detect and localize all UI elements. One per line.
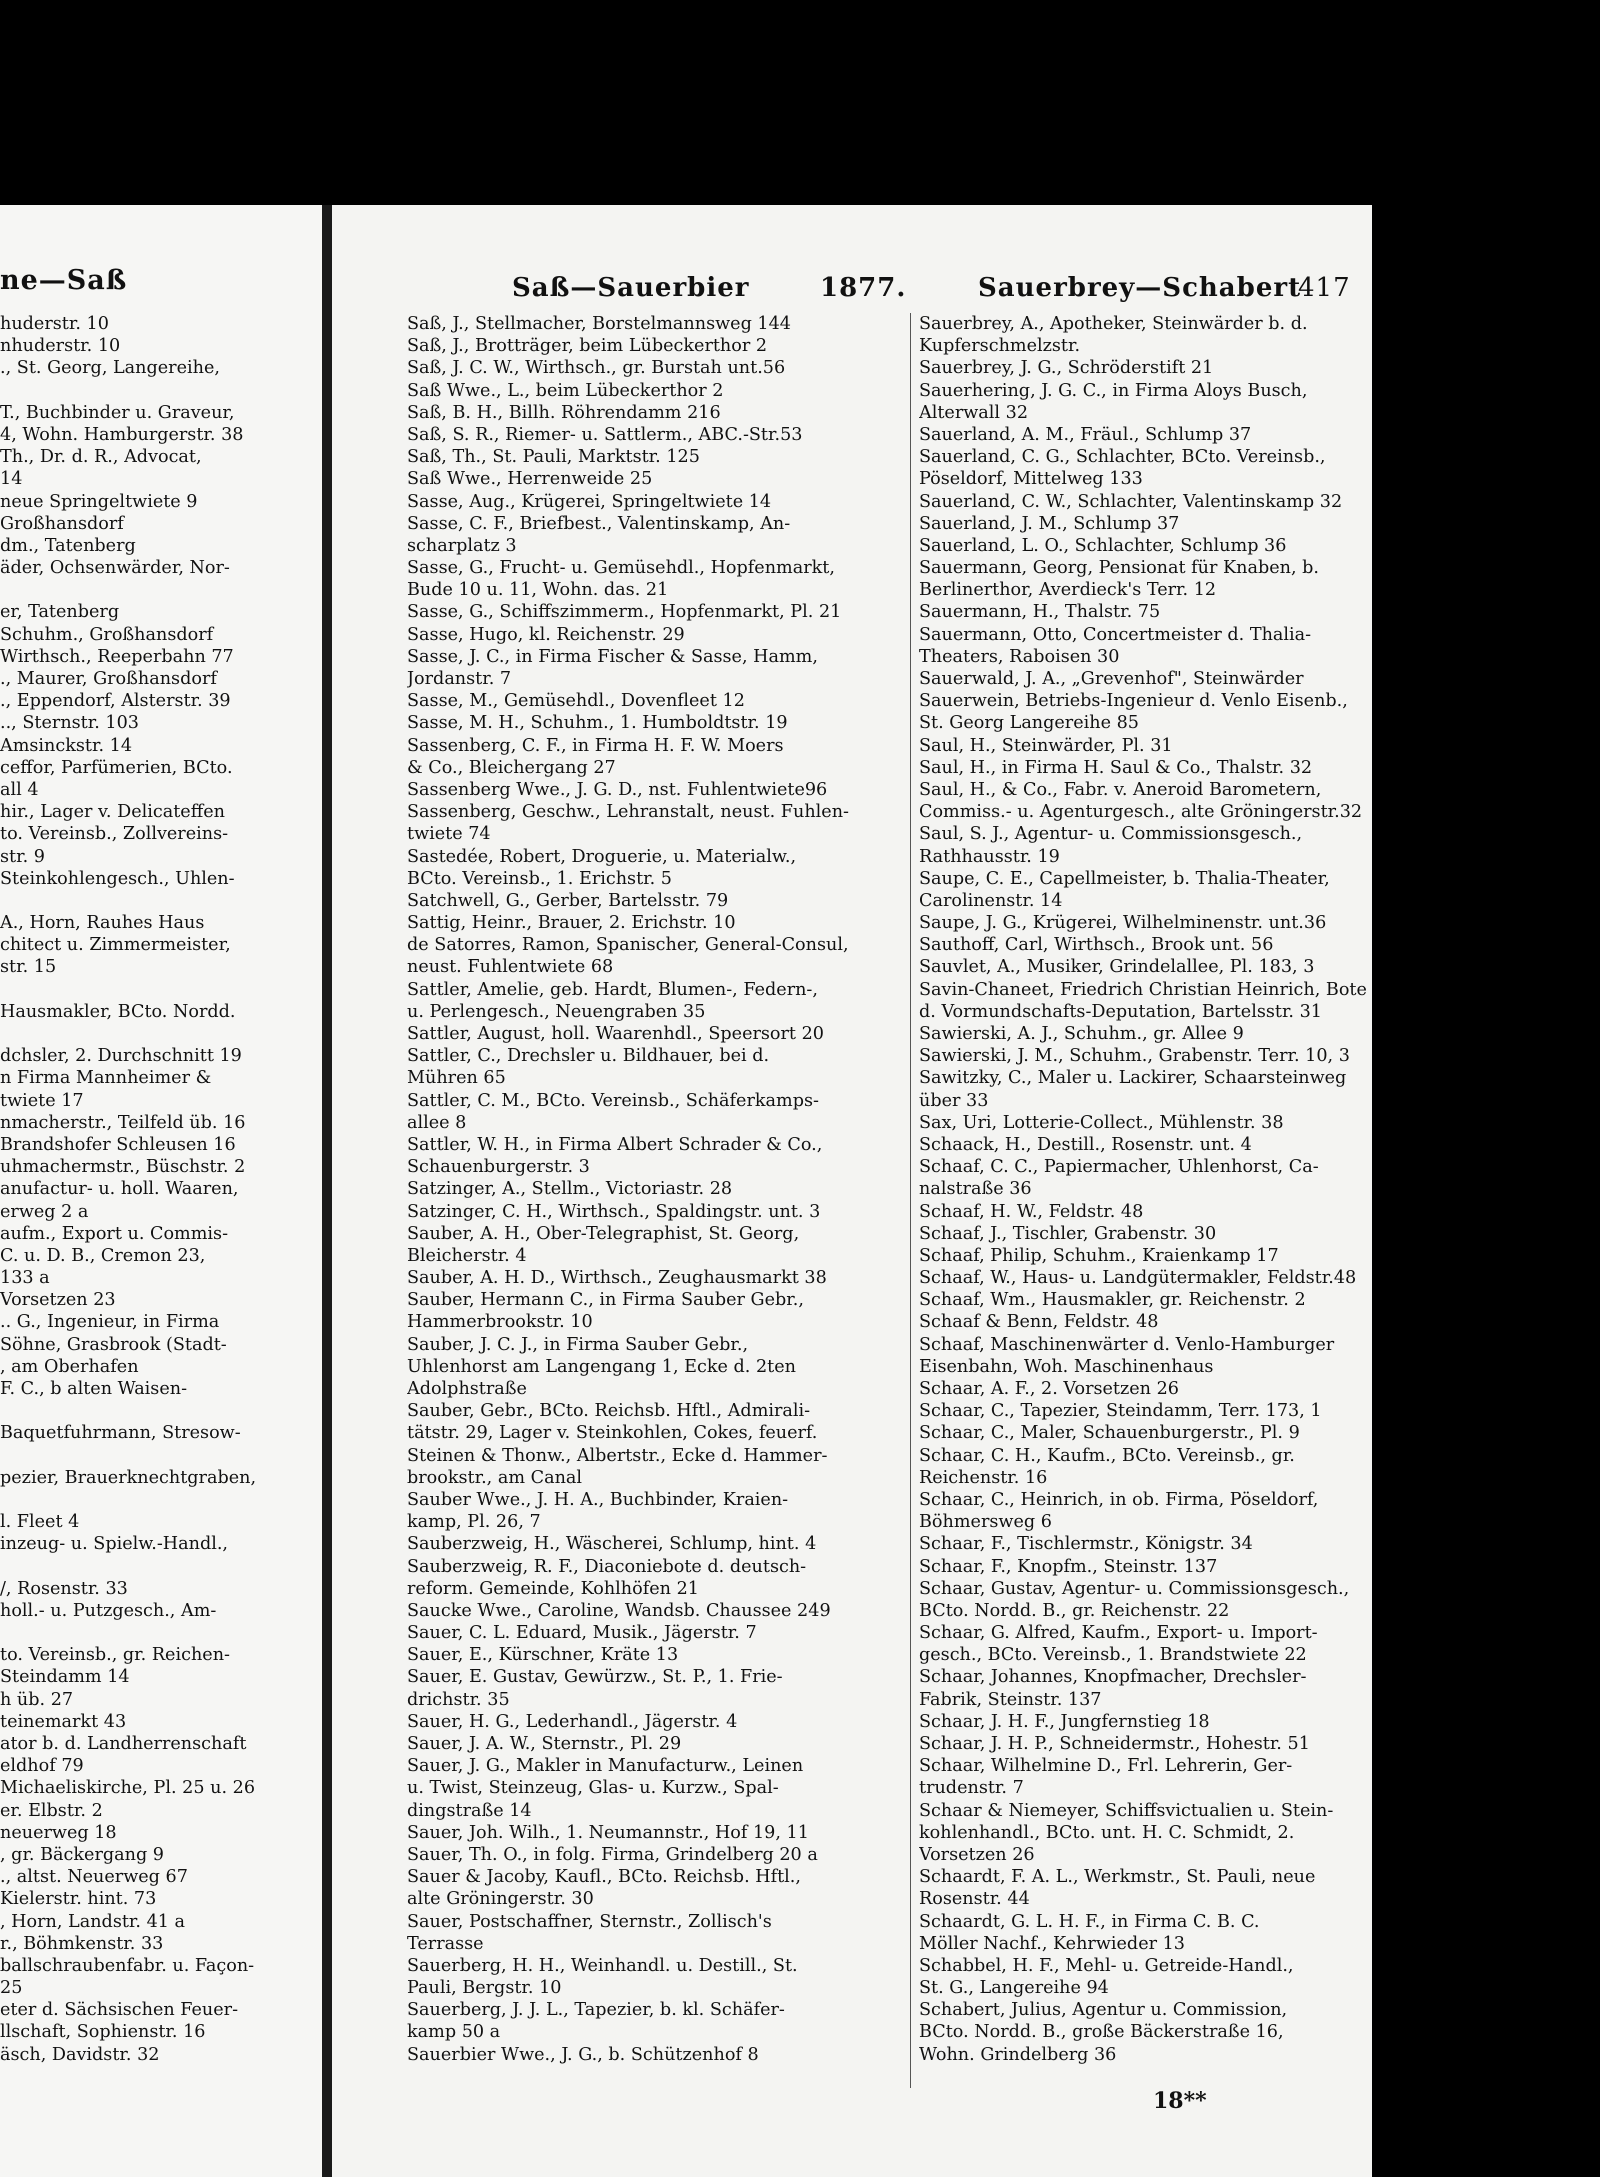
directory-entry-line: Schaar, Wilhelmine D., Frl. Lehrerin, Ger- xyxy=(919,1756,1293,1777)
directory-entry-line: dm., Tatenberg xyxy=(0,535,136,556)
directory-entry-line: Jordanstr. 7 xyxy=(407,669,512,689)
directory-entry-line: Adolphstraße xyxy=(407,1379,527,1399)
directory-entry-line: Sauer, J. G., Makler in Manufacturw., Leinen xyxy=(407,1756,804,1777)
directory-entry-line: Th., Dr. d. R., Advocat, xyxy=(0,447,202,468)
directory-entry-line: teinemarkt 43 xyxy=(0,1711,127,1732)
directory-entry-line: Sauerland, C. G., Schlachter, BCto. Vereinsb., xyxy=(919,447,1326,468)
directory-entry-line: Hammerbrookstr. 10 xyxy=(407,1312,593,1333)
directory-entry-line: Sauerland, L. O., Schlachter, Schlump 36 xyxy=(919,535,1287,556)
directory-entry-line: ., St. Georg, Langereihe, xyxy=(0,358,220,379)
directory-entry-line: St. G., Langereihe 94 xyxy=(919,1978,1109,1999)
running-header xyxy=(332,273,1372,309)
directory-entry-line: , am Oberhafen xyxy=(0,1356,139,1377)
directory-entry-line: Schaardt, F. A. L., Werkmstr., St. Pauli, neue xyxy=(919,1867,1316,1888)
directory-entry-line: nalstraße 36 xyxy=(919,1179,1032,1200)
page-number: 417 xyxy=(1298,273,1351,303)
directory-entry-line: Mühren 65 xyxy=(407,1068,506,1089)
directory-entry-line: Sawierski, J. M., Schuhm., Grabenstr. Terr. 10, 3 xyxy=(919,1046,1350,1067)
directory-entry-line: Saß Wwe., L., beim Lübeckerthor 2 xyxy=(407,380,724,401)
directory-entry-line: Sauermann, H., Thalstr. 75 xyxy=(919,602,1161,623)
directory-entry-line: gesch., BCto. Vereinsb., 1. Brandstwiete 22 xyxy=(919,1645,1307,1666)
directory-entry-line: ., Eppendorf, Alsterstr. 39 xyxy=(0,691,231,712)
directory-entry-line: A., Horn, Rauhes Haus xyxy=(0,913,205,934)
directory-entry-line: T., Buchbinder u. Graveur, xyxy=(0,402,235,423)
directory-entry-line: Wirthsch., Reeperbahn 77 xyxy=(0,646,234,667)
directory-entry-line: Sauerberg, J. J. L., Tapezier, b. kl. Schäfer- xyxy=(407,2000,785,2021)
directory-entry-line: Sauer & Jacoby, Kaufl., BCto. Reichsb. Hftl., xyxy=(407,1867,801,1888)
directory-entry-line: Sattler, C. M., BCto. Vereinsb., Schäferkamps- xyxy=(407,1090,819,1111)
directory-entry-line: Sauerhering, J. G. C., in Firma Aloys Busch, xyxy=(919,380,1308,401)
directory-entry-line: Schaardt, G. L. H. F., in Firma C. B. C. xyxy=(919,1911,1260,1932)
directory-entry-line: Saul, S. J., Agentur- u. Commissionsgesch., xyxy=(919,824,1303,845)
directory-entry-line: Schaaf & Benn, Feldstr. 48 xyxy=(919,1312,1159,1333)
directory-entry-line: Saß, Th., St. Pauli, Marktstr. 125 xyxy=(407,447,700,468)
directory-entry-line: twiete 74 xyxy=(407,824,491,845)
directory-entry-line: Sauerbier Wwe., J. G., b. Schützenhof 8 xyxy=(407,2044,759,2065)
directory-entry-line: Schauenburgerstr. 3 xyxy=(407,1157,590,1178)
directory-entry-line: Schaar, G. Alfred, Kaufm., Export- u. Import- xyxy=(919,1623,1318,1644)
directory-entry-line: ceffor, Parfümerien, BCto. xyxy=(0,757,233,778)
directory-entry-line: , gr. Bäckergang 9 xyxy=(0,1844,164,1865)
directory-entry-line: Sauerland, J. M., Schlump 37 xyxy=(919,513,1180,534)
directory-entry-line: allee 8 xyxy=(407,1112,467,1133)
directory-entry-line: St. Georg Langereihe 85 xyxy=(919,713,1139,734)
directory-entry-line: d. Vormundschafts-Deputation, Bartelsstr. 31 xyxy=(919,1001,1322,1022)
directory-entry-line xyxy=(0,579,322,601)
directory-entry-line: Sauerbrey, A., Apotheker, Steinwärder b. d. xyxy=(919,314,1308,334)
directory-entry-line: l. Fleet 4 xyxy=(0,1512,80,1533)
directory-entry-line: Schaack, H., Destill., Rosenstr. unt. 4 xyxy=(919,1134,1252,1155)
directory-entry-line: neust. Fuhlentwiete 68 xyxy=(407,957,614,978)
directory-entry-line: Sauer, Postschaffner, Sternstr., Zollisch's xyxy=(407,1911,772,1932)
directory-entry-line: llschaft, Sophienstr. 16 xyxy=(0,2022,206,2043)
directory-entry-line: BCto. Vereinsb., 1. Erichstr. 5 xyxy=(407,868,673,889)
directory-entry-line: kamp 50 a xyxy=(407,2022,501,2043)
directory-entry-line: , Horn, Landstr. 41 a xyxy=(0,1911,186,1932)
column-b xyxy=(919,313,1371,2066)
directory-entry-line: Sassenberg Wwe., J. G. D., nst. Fuhlentwiete96 xyxy=(407,779,828,800)
directory-entry-line: 25 xyxy=(0,1978,23,1999)
directory-entry-line: Sauberzweig, R. F., Diaconiebote d. deutsch- xyxy=(407,1556,807,1577)
directory-entry-line: Schabbel, H. F., Mehl- u. Getreide-Handl., xyxy=(919,1955,1294,1976)
directory-entry-line: Sauermann, Georg, Pensionat für Knaben, b. xyxy=(919,558,1320,579)
directory-entry-line: chitect u. Zimmermeister, xyxy=(0,935,231,956)
directory-entry-line: Sauerwald, J. A., „Grevenhof", Steinwärder xyxy=(919,669,1304,689)
directory-entry-line: Sasse, Aug., Krügerei, Springeltwiete 14 xyxy=(407,491,772,512)
directory-entry-line: uhmachermstr., Büschstr. 2 xyxy=(0,1157,246,1178)
directory-entry-line: Schaaf, Philip, Schuhm., Kraienkamp 17 xyxy=(919,1245,1279,1266)
directory-entry-line: all 4 xyxy=(0,779,39,800)
book-gutter xyxy=(322,205,332,2177)
column-a xyxy=(407,313,902,2066)
directory-entry-line: Sauber, J. C. J., in Firma Sauber Gebr., xyxy=(407,1334,749,1355)
directory-entry-line: er. Elbstr. 2 xyxy=(0,1800,103,1821)
directory-entry-line: er, Tatenberg xyxy=(0,602,120,623)
directory-entry-line: Sauthoff, Carl, Wirthsch., Brook unt. 56 xyxy=(919,935,1274,956)
directory-entry-line: scharplatz 3 xyxy=(407,535,517,556)
directory-entry-line: n Firma Mannheimer & xyxy=(0,1068,212,1089)
directory-entry-line: Berlinerthor, Averdieck's Terr. 12 xyxy=(919,580,1217,601)
header-year: 1877. xyxy=(820,273,907,303)
directory-entry-line: aufm., Export u. Commis- xyxy=(0,1223,229,1244)
directory-entry-line: Sasse, Hugo, kl. Reichenstr. 29 xyxy=(407,624,685,645)
directory-entry-line: .., Sternstr. 103 xyxy=(0,713,139,734)
directory-entry-line: Sasse, C. F., Briefbest., Valentinskamp, An- xyxy=(407,513,791,534)
left-page-column xyxy=(0,313,322,2066)
directory-entry-line: alte Gröningerstr. 30 xyxy=(407,1889,594,1910)
directory-entry-line: Sattler, W. H., in Firma Albert Schrader & Co., xyxy=(407,1134,823,1155)
directory-entry-line: Sauerwein, Betriebs-Ingenieur d. Venlo Eisenb., xyxy=(919,691,1348,712)
directory-entry-line: Schaar, C. H., Kaufm., BCto. Vereinsb., gr. xyxy=(919,1445,1295,1466)
directory-entry-line: inzeug- u. Spielw.-Handl., xyxy=(0,1534,229,1555)
directory-entry-line: Sasse, M. H., Schuhm., 1. Humboldtstr. 19 xyxy=(407,713,788,734)
directory-entry-line: huderstr. 10 xyxy=(0,314,109,334)
directory-entry-line: Großhansdorf xyxy=(0,513,124,534)
directory-entry-line: 4, Wohn. Hamburgerstr. 38 xyxy=(0,424,244,445)
directory-entry-line: Sauvlet, A., Musiker, Grindelallee, Pl. 183, 3 xyxy=(919,957,1315,978)
directory-entry-line: de Satorres, Ramon, Spanischer, General-Consul, xyxy=(407,935,849,956)
directory-entry-line: Brandshofer Schleusen 16 xyxy=(0,1134,236,1155)
directory-entry-line: äder, Ochsenwärder, Nor- xyxy=(0,558,230,579)
directory-entry-line: Sauber, Hermann C., in Firma Sauber Gebr., xyxy=(407,1290,804,1311)
directory-entry-line: Schaaf, H. W., Feldstr. 48 xyxy=(919,1201,1144,1222)
directory-entry-line: F. C., b alten Waisen- xyxy=(0,1379,188,1399)
directory-entry-line: Steinen & Thonw., Albertstr., Ecke d. Hammer- xyxy=(407,1445,828,1466)
directory-entry-line: Schaar, C., Heinrich, in ob. Firma, Pöseldorf, xyxy=(919,1489,1319,1510)
directory-entry-line: trudenstr. 7 xyxy=(919,1778,1024,1799)
directory-entry-line: Schuhm., Großhansdorf xyxy=(0,624,214,645)
directory-entry-line: Baquetfuhrmann, Stresow- xyxy=(0,1423,241,1444)
directory-entry-line: & Co., Bleichergang 27 xyxy=(407,757,616,778)
directory-entry-line xyxy=(0,1400,322,1422)
directory-entry-line: Amsinckstr. 14 xyxy=(0,735,133,756)
directory-entry-line: Satzinger, A., Stellm., Victoriastr. 28 xyxy=(407,1179,733,1200)
directory-entry-line: pezier, Brauerknechtgraben, xyxy=(0,1467,257,1488)
directory-entry-line: Sawitzky, C., Maler u. Lackirer, Schaarsteinweg xyxy=(919,1068,1347,1089)
header-right: Sauerbrey—Schabert xyxy=(978,273,1302,303)
directory-entry-line: Schaaf, Wm., Hausmakler, gr. Reichenstr. 2 xyxy=(919,1290,1306,1311)
directory-entry-line: Sauer, E. Gustav, Gewürzw., St. P., 1. Frie- xyxy=(407,1667,783,1688)
right-page xyxy=(332,205,1372,2177)
directory-entry-line: Alterwall 32 xyxy=(919,402,1029,423)
directory-entry-line: Sauber, A. H., Ober-Telegraphist, St. Georg, xyxy=(407,1223,800,1244)
directory-entry-line: ator b. d. Landherrenschaft xyxy=(0,1734,247,1754)
directory-entry-line: Saul, H., & Co., Fabr. v. Aneroid Barometern, xyxy=(919,779,1322,800)
directory-entry-line: Vorsetzen 23 xyxy=(0,1290,116,1311)
directory-entry-line: Steinkohlengesch., Uhlen- xyxy=(0,868,235,889)
directory-entry-line xyxy=(0,890,322,912)
directory-entry-line: Wohn. Grindelberg 36 xyxy=(919,2044,1117,2065)
directory-entry-line: Sasse, J. C., in Firma Fischer & Sasse, Hamm, xyxy=(407,646,818,667)
directory-entry-line: Kupferschmelzstr. xyxy=(919,336,1081,357)
directory-entry-line: Commiss.- u. Agenturgesch., alte Gröningerstr.32 xyxy=(919,802,1363,823)
directory-entry-line: Schaar, Johannes, Knopfmacher, Drechsler- xyxy=(919,1667,1307,1688)
directory-entry-line: Vorsetzen 26 xyxy=(919,1844,1035,1865)
directory-entry-line: hir., Lager v. Delicateffen xyxy=(0,802,225,823)
directory-entry-line: Pauli, Bergstr. 10 xyxy=(407,1978,562,1999)
directory-entry-line: Schaar, C., Tapezier, Steindamm, Terr. 173, 1 xyxy=(919,1401,1322,1422)
directory-entry-line: Rosenstr. 44 xyxy=(919,1889,1030,1910)
directory-entry-line: Schaar, Gustav, Agentur- u. Commissionsgesch., xyxy=(919,1578,1350,1599)
directory-entry-line: Schaaf, Maschinenwärter d. Venlo-Hamburger xyxy=(919,1334,1335,1355)
directory-entry-line: ., altst. Neuerweg 67 xyxy=(0,1867,188,1888)
directory-entry-line: holl.- u. Putzgesch., Am- xyxy=(0,1600,217,1621)
directory-entry-line: Sauer, H. G., Lederhandl., Jägerstr. 4 xyxy=(407,1711,738,1732)
directory-entry-line: Sasse, M., Gemüsehdl., Dovenfleet 12 xyxy=(407,691,745,712)
signature-mark: 18** xyxy=(1153,2088,1207,2114)
directory-entry-line: Sattler, C., Drechsler u. Bildhauer, bei d. xyxy=(407,1046,770,1067)
directory-entry-line: Sauerberg, H. H., Weinhandl. u. Destill., St. xyxy=(407,1955,798,1976)
directory-entry-line: Söhne, Grasbrook (Stadt- xyxy=(0,1334,227,1355)
directory-entry-line: Sattler, Amelie, geb. Hardt, Blumen-, Federn-, xyxy=(407,979,818,1000)
directory-entry-line xyxy=(0,1556,322,1578)
directory-entry-line xyxy=(0,380,322,402)
directory-entry-line: Schaar, J. H. P., Schneidermstr., Hohestr. 51 xyxy=(919,1734,1310,1754)
directory-entry-line: Saß Wwe., Herrenweide 25 xyxy=(407,469,653,490)
directory-entry-line: tätstr. 29, Lager v. Steinkohlen, Cokes, feuerf. xyxy=(407,1423,818,1444)
directory-entry-line: Sauberzweig, H., Wäscherei, Schlump, hint. 4 xyxy=(407,1534,817,1555)
directory-entry-line: Sauer, J. A. W., Sternstr., Pl. 29 xyxy=(407,1734,682,1754)
directory-entry-line: ., Maurer, Großhansdorf xyxy=(0,669,217,689)
directory-entry-line: Böhmersweg 6 xyxy=(919,1512,1052,1533)
directory-entry-line xyxy=(0,1622,322,1644)
left-page xyxy=(0,205,322,2177)
directory-entry-line: Eisenbahn, Woh. Maschinenhaus xyxy=(919,1356,1214,1377)
directory-entry-line: äsch, Davidstr. 32 xyxy=(0,2044,160,2065)
directory-entry-line: eter d. Sächsischen Feuer- xyxy=(0,2000,239,2021)
column-divider xyxy=(910,313,911,2088)
directory-entry-line: Schaaf, J., Tischler, Grabenstr. 30 xyxy=(919,1223,1217,1244)
directory-entry-line: dchsler, 2. Durchschnitt 19 xyxy=(0,1046,242,1067)
directory-entry-line: Bude 10 u. 11, Wohn. das. 21 xyxy=(407,580,669,601)
directory-entry-line: Sassenberg, C. F., in Firma H. F. W. Moers xyxy=(407,735,784,756)
directory-entry-line: über 33 xyxy=(919,1090,989,1111)
directory-entry-line: drichstr. 35 xyxy=(407,1689,510,1710)
directory-entry-line: 14 xyxy=(0,469,23,490)
directory-entry-line: r., Böhmkenstr. 33 xyxy=(0,1933,164,1954)
directory-entry-line: Schaaf, C. C., Papiermacher, Uhlenhorst, Ca- xyxy=(919,1157,1319,1178)
directory-entry-line: Sauer, E., Kürschner, Kräte 13 xyxy=(407,1645,679,1666)
directory-entry-line: Sawierski, A. J., Schuhm., gr. Allee 9 xyxy=(919,1024,1244,1044)
directory-entry-line: nmacherstr., Teilfeld üb. 16 xyxy=(0,1112,246,1133)
directory-entry-line: Terrasse xyxy=(407,1933,484,1954)
directory-entry-line: Schaaf, W., Haus- u. Landgütermakler, Feldstr.48 xyxy=(919,1268,1357,1289)
directory-entry-line: Saupe, J. G., Krügerei, Wilhelminenstr. unt.36 xyxy=(919,913,1327,934)
directory-entry-line: u. Perlengesch., Neuengraben 35 xyxy=(407,1001,706,1022)
directory-entry-line: Sauerbrey, J. G., Schröderstift 21 xyxy=(919,358,1214,379)
directory-entry-line: Sastedée, Robert, Droguerie, u. Materialw., xyxy=(407,846,797,867)
directory-entry-line: Sauer, Th. O., in folg. Firma, Grindelberg 20 a xyxy=(407,1844,818,1865)
directory-entry-line: Schabert, Julius, Agentur u. Commission, xyxy=(919,2000,1288,2021)
scanned-directory-page xyxy=(0,205,1372,2177)
directory-entry-line: Sauer, Joh. Wilh., 1. Neumannstr., Hof 19, 11 xyxy=(407,1822,809,1843)
directory-entry-line: Uhlenhorst am Langengang 1, Ecke d. 2ten xyxy=(407,1356,796,1377)
directory-entry-line xyxy=(0,979,322,1001)
directory-entry-line: Saul, H., in Firma H. Saul & Co., Thalstr. 32 xyxy=(919,757,1313,778)
directory-entry-line: Satzinger, C. H., Wirthsch., Spaldingstr. unt. 3 xyxy=(407,1201,821,1222)
directory-entry-line: Schaar, F., Knopfm., Steinstr. 137 xyxy=(919,1556,1218,1577)
directory-entry-line: Sasse, G., Schiffszimmerm., Hopfenmarkt, Pl. 21 xyxy=(407,602,842,623)
directory-entry-line xyxy=(0,1489,322,1511)
directory-entry-line: Rathhausstr. 19 xyxy=(919,846,1060,867)
directory-entry-line: Sauber, Gebr., BCto. Reichsb. Hftl., Admirali- xyxy=(407,1401,811,1422)
directory-entry-line xyxy=(0,1023,322,1045)
directory-entry-line: Schaar, F., Tischlermstr., Königstr. 34 xyxy=(919,1534,1253,1555)
directory-entry-line: erweg 2 a xyxy=(0,1201,89,1222)
directory-entry-line: Sax, Uri, Lotterie-Collect., Mühlenstr. 38 xyxy=(919,1112,1284,1133)
directory-entry-line: brookstr., am Canal xyxy=(407,1467,583,1488)
directory-entry-line: to. Vereinsb., Zollvereins- xyxy=(0,824,229,845)
directory-entry-line: Sauber, A. H. D., Wirthsch., Zeughausmarkt 38 xyxy=(407,1268,827,1289)
directory-entry-line: Schaar, J. H. F., Jungfernstieg 18 xyxy=(919,1711,1210,1732)
directory-entry-line: Sauermann, Otto, Concertmeister d. Thalia- xyxy=(919,624,1312,645)
directory-entry-line: kamp, Pl. 26, 7 xyxy=(407,1512,541,1533)
directory-entry-line: Schaar & Niemeyer, Schiffsvictualien u. Stein- xyxy=(919,1800,1334,1821)
directory-entry-line: anufactur- u. holl. Waaren, xyxy=(0,1179,239,1200)
directory-entry-line: Sauber Wwe., J. H. A., Buchbinder, Kraien- xyxy=(407,1489,789,1510)
directory-entry-line: Hausmakler, BCto. Nordd. xyxy=(0,1001,236,1022)
directory-entry-line: to. Vereinsb., gr. Reichen- xyxy=(0,1645,230,1666)
directory-entry-line: Sassenberg, Geschw., Lehranstalt, neust. Fuhlen- xyxy=(407,802,849,823)
directory-entry-line: Bleicherstr. 4 xyxy=(407,1245,527,1266)
directory-entry-line: Saß, J., Stellmacher, Borstelmannsweg 144 xyxy=(407,314,792,334)
directory-entry-line: Reichenstr. 16 xyxy=(919,1467,1048,1488)
directory-entry-line: Satchwell, G., Gerber, Bartelsstr. 79 xyxy=(407,890,729,911)
directory-entry-line: u. Twist, Steinzeug, Glas- u. Kurzw., Spal- xyxy=(407,1778,779,1799)
left-page-header: ne—Saß xyxy=(0,265,128,296)
directory-entry-line: Saß, J. C. W., Wirthsch., gr. Burstah unt.56 xyxy=(407,358,786,379)
directory-entry-line: ballschraubenfabr. u. Façon- xyxy=(0,1955,255,1976)
directory-entry-line: str. 9 xyxy=(0,846,45,867)
directory-entry-line: Sasse, G., Frucht- u. Gemüsehdl., Hopfenmarkt, xyxy=(407,558,835,579)
directory-entry-line: Steindamm 14 xyxy=(0,1667,130,1688)
directory-entry-line: Schaar, C., Maler, Schauenburgerstr., Pl. 9 xyxy=(919,1423,1300,1444)
directory-entry-line: Saß, S. R., Riemer- u. Sattlerm., ABC.-Str.53 xyxy=(407,424,803,445)
directory-entry-line: Saupe, C. E., Capellmeister, b. Thalia-Theater, xyxy=(919,868,1330,889)
directory-entry-line: Saul, H., Steinwärder, Pl. 31 xyxy=(919,735,1173,756)
directory-entry-line: twiete 17 xyxy=(0,1090,84,1111)
directory-entry-line: BCto. Nordd. B., gr. Reichenstr. 22 xyxy=(919,1600,1230,1621)
directory-entry-line: neue Springeltwiete 9 xyxy=(0,491,198,512)
directory-entry-line: Sauer, C. L. Eduard, Musik., Jägerstr. 7 xyxy=(407,1623,757,1644)
directory-entry-line: Michaeliskirche, Pl. 25 u. 26 xyxy=(0,1778,256,1799)
directory-entry-line: C. u. D. B., Cremon 23, xyxy=(0,1245,206,1266)
directory-entry-line: Möller Nachf., Kehrwieder 13 xyxy=(919,1933,1185,1954)
directory-entry-line: Sauerland, C. W., Schlachter, Valentinskamp 32 xyxy=(919,491,1343,512)
directory-entry-line: Sauerland, A. M., Fräul., Schlump 37 xyxy=(919,424,1252,445)
directory-entry-line: Savin-Chaneet, Friedrich Christian Heinrich, Bote xyxy=(919,979,1367,1000)
directory-entry-line: 133 a xyxy=(0,1268,50,1289)
directory-entry-line: Sattler, August, holl. Waarenhdl., Speersort 20 xyxy=(407,1024,824,1044)
directory-entry-line: kohlenhandl., BCto. unt. H. C. Schmidt, 2. xyxy=(919,1822,1295,1843)
directory-entry-line: Fabrik, Steinstr. 137 xyxy=(919,1689,1102,1710)
directory-entry-line: Pöseldorf, Mittelweg 133 xyxy=(919,469,1143,490)
directory-entry-line: eldhof 79 xyxy=(0,1756,84,1777)
directory-entry-line: Carolinenstr. 14 xyxy=(919,890,1063,911)
directory-entry-line: BCto. Nordd. B., große Bäckerstraße 16, xyxy=(919,2022,1284,2043)
directory-entry-line: Saucke Wwe., Caroline, Wandsb. Chaussee 249 xyxy=(407,1600,831,1621)
directory-entry-line: Theaters, Raboisen 30 xyxy=(919,646,1120,667)
directory-entry-line: nhuderstr. 10 xyxy=(0,336,121,357)
directory-entry-line: dingstraße 14 xyxy=(407,1800,532,1821)
directory-entry-line: Schaar, A. F., 2. Vorsetzen 26 xyxy=(919,1379,1179,1399)
directory-entry-line: neuerweg 18 xyxy=(0,1822,117,1843)
directory-entry-line: /, Rosenstr. 33 xyxy=(0,1578,128,1599)
directory-entry-line: .. G., Ingenieur, in Firma xyxy=(0,1312,220,1333)
directory-entry-line: reform. Gemeinde, Kohlhöfen 21 xyxy=(407,1578,699,1599)
directory-entry-line: Saß, B. H., Billh. Röhrendamm 216 xyxy=(407,402,721,423)
directory-entry-line: h üb. 27 xyxy=(0,1689,74,1710)
directory-entry-line: Saß, J., Brotträger, beim Lübeckerthor 2 xyxy=(407,336,768,357)
directory-entry-line: Sattig, Heinr., Brauer, 2. Erichstr. 10 xyxy=(407,913,736,934)
directory-entry-line xyxy=(0,1445,322,1467)
directory-entry-line: Kielerstr. hint. 73 xyxy=(0,1889,157,1910)
header-left: Saß—Sauerbier xyxy=(512,273,750,303)
directory-entry-line: str. 15 xyxy=(0,957,57,978)
